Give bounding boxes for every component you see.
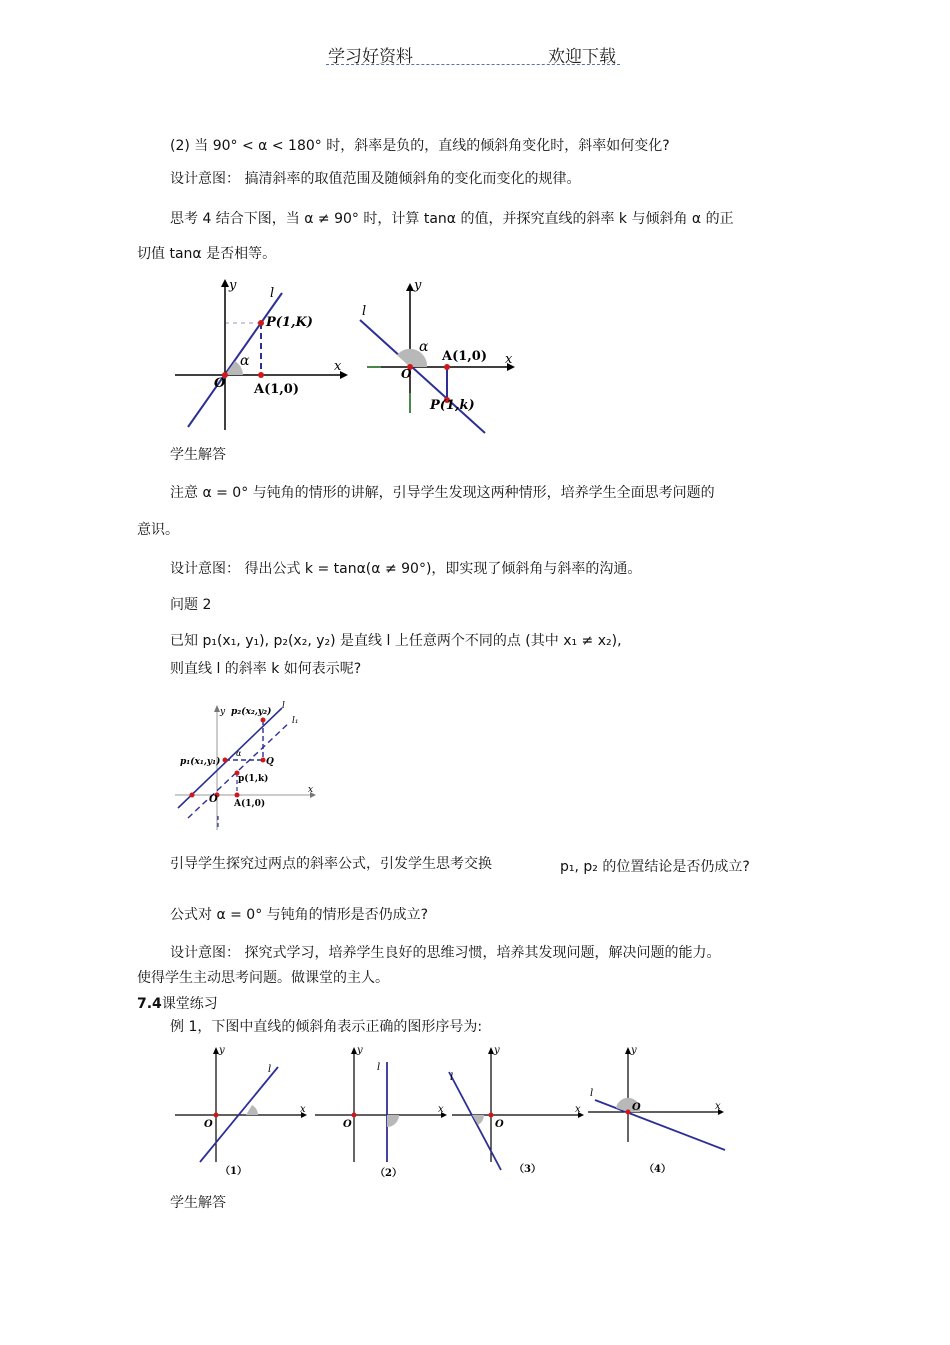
fig2-y-label: y — [414, 278, 422, 293]
fig3-origin: O — [209, 794, 218, 805]
example-figure-1 — [175, 1045, 307, 1177]
fig1-line-label: l — [270, 286, 275, 301]
fig3-x-label: x — [308, 785, 314, 795]
header-rule — [326, 64, 620, 65]
ex1-origin: O — [204, 1119, 213, 1130]
question-2: (2) 当 90° < α < 180° 时，斜率是负的，直线的倾斜角变化时，斜率如何变化? — [170, 138, 670, 154]
student-answer-1: 学生解答 — [170, 447, 226, 463]
fig3-point-p1: p₁(x₁,y₁) — [180, 757, 221, 767]
fig3-line-l1: l₁ — [292, 716, 299, 726]
design-intent-3-line-2: 使得学生主动思考问题。做课堂的主人。 — [137, 970, 389, 986]
think-4-line-2: 切值 tanα 是否相等。 — [137, 246, 277, 262]
think-4-line-1: 思考 4 结合下图，当 α ≠ 90° 时，计算 tanα 的值，并探究直线的斜率 k 与倾斜角 α 的正 — [170, 211, 734, 227]
ex2-x-label: x — [438, 1104, 444, 1115]
ex1-line-label: l — [268, 1064, 272, 1075]
figure-negative-slope — [355, 275, 520, 435]
ex3-line-label: l — [450, 1072, 454, 1083]
design-intent-3-line-1: 设计意图： 探究式学习，培养学生良好的思维习惯，培养其发现问题，解决问题的能力。 — [170, 945, 721, 961]
fig2-line-label: l — [362, 304, 367, 319]
section-title: 课堂练习 — [161, 996, 218, 1012]
section-heading — [137, 995, 218, 1013]
slope-question: 则直线 l 的斜率 k 如何表示呢? — [170, 661, 362, 677]
fig3-point-q: Q — [266, 757, 274, 767]
ex4-y-label: y — [631, 1045, 637, 1056]
fig2-x-label: x — [505, 352, 513, 367]
example-figure-4 — [588, 1045, 725, 1175]
design-intent-2: 设计意图： 得出公式 k = tanα(α ≠ 90°)，即实现了倾斜角与斜率的沟通。 — [170, 561, 642, 577]
fig1-point-a: A(1,0) — [254, 382, 300, 397]
fig1-origin: O — [214, 376, 226, 391]
fig3-point-p: p(1,k) — [238, 774, 269, 784]
ex1-caption: （1） — [220, 1166, 247, 1177]
ex3-y-label: y — [494, 1045, 500, 1056]
example-1: 例 1，下图中直线的倾斜角表示正确的图形序号为: — [170, 1019, 483, 1035]
ex1-y-label: y — [219, 1045, 225, 1056]
fig1-point-p: P(1,K) — [266, 315, 313, 330]
fig3-point-a: A(1,0) — [234, 799, 266, 809]
ex1-x-label: x — [300, 1104, 306, 1115]
guide-text: 引导学生探究过两点的斜率公式，引发学生思考交换 — [170, 856, 492, 872]
fig1-alpha: α — [240, 353, 250, 369]
problem-2-title: 问题 2 — [170, 597, 212, 613]
header-left: 学习好资料 — [328, 47, 413, 67]
fig2-point-p: P(1,k) — [430, 398, 475, 413]
ex2-caption: （2） — [375, 1168, 402, 1179]
ex4-caption: （4） — [644, 1164, 671, 1175]
fig3-point-p2: p₂(x₂,y₂) — [231, 707, 272, 717]
ex2-line-label: l — [377, 1062, 381, 1073]
ex4-origin: O — [632, 1102, 641, 1113]
ex2-origin: O — [343, 1119, 352, 1130]
fig2-alpha: α — [419, 339, 429, 355]
student-answer-2: 学生解答 — [170, 1195, 226, 1211]
section-number: 7.4 — [137, 996, 162, 1012]
ex2-y-label: y — [357, 1045, 363, 1056]
fig3-line-l: l — [282, 701, 285, 711]
fig1-x-label: x — [334, 359, 342, 374]
header-right: 欢迎下载 — [548, 47, 616, 67]
formula-question: 公式对 α = 0° 与钝角的情形是否仍成立? — [170, 907, 429, 923]
guide-text-swap: p₁, p₂ 的位置结论是否仍成立? — [560, 859, 750, 875]
fig3-y-label: y — [220, 707, 226, 717]
given-points: 已知 p₁(x₁, y₁), p₂(x₂, y₂) 是直线 l 上任意两个不同的点 (其中 x₁ ≠ x₂), — [170, 633, 622, 649]
note-line-1: 注意 α = 0° 与钝角的情形的讲解，引导学生发现这两种情形，培养学生全面思考问题的 — [170, 485, 715, 501]
fig3-alpha: α — [236, 749, 242, 758]
ex4-x-label: x — [715, 1101, 721, 1112]
note-line-2: 意识。 — [137, 522, 179, 538]
fig2-point-a: A(1,0) — [442, 349, 488, 364]
figure-positive-slope — [170, 275, 350, 435]
ex4-line-label: l — [590, 1088, 594, 1099]
fig1-y-label: y — [229, 278, 237, 293]
ex3-caption: （3） — [514, 1164, 541, 1175]
example-figure-3 — [449, 1045, 584, 1175]
example-figures — [170, 1042, 730, 1182]
design-intent-1: 设计意图： 搞清斜率的取值范围及随倾斜角的变化而变化的规律。 — [170, 171, 581, 187]
fig2-origin: O — [401, 367, 412, 381]
ex3-x-label: x — [575, 1104, 581, 1115]
example-figure-2 — [315, 1045, 447, 1179]
figure-two-point-slope — [170, 700, 320, 835]
ex3-origin: O — [495, 1119, 504, 1130]
